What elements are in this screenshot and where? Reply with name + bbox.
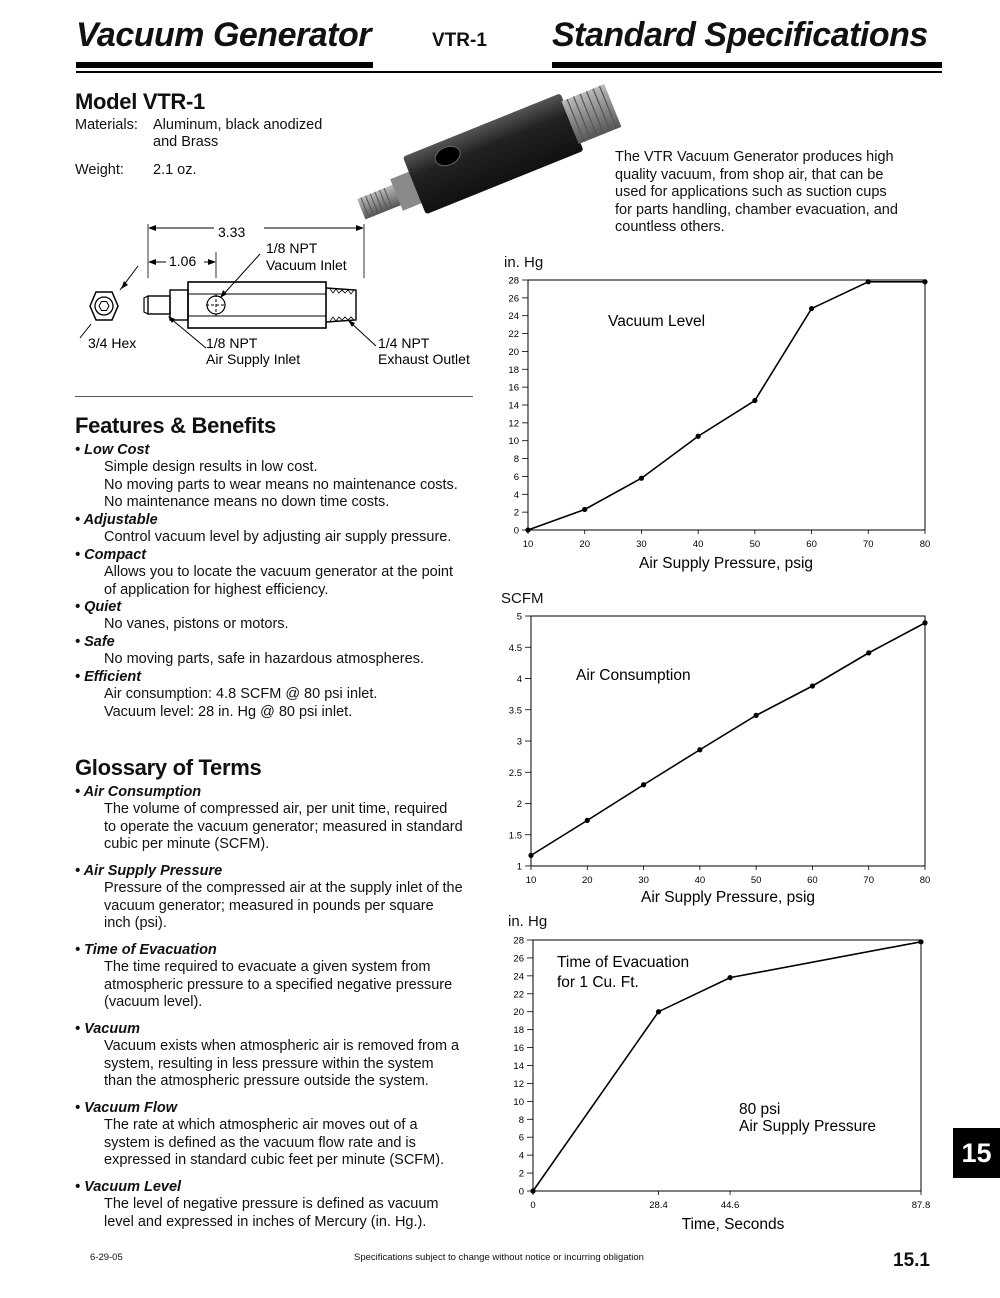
y-tick-label: 26 <box>513 953 524 965</box>
series-line <box>531 623 925 856</box>
data-point <box>918 939 923 944</box>
y-tick-label: 12 <box>513 1078 524 1090</box>
chart-annotation: Air Consumption <box>576 667 691 684</box>
data-point <box>656 1009 661 1014</box>
dimension-diagram <box>74 218 484 378</box>
x-tick-label: 40 <box>692 539 704 550</box>
header-rule-left <box>76 62 373 68</box>
section-tab: 15 <box>953 1128 1000 1178</box>
intro-line: The VTR Vacuum Generator produces high <box>615 149 894 165</box>
y-tick-label: 0 <box>518 1186 524 1198</box>
exhaust-label-2: Exhaust Outlet <box>378 351 470 367</box>
glossary-line: The level of negative pressure is defined as vacuum <box>104 1196 439 1212</box>
materials-value-1: Aluminum, black anodized <box>153 117 323 133</box>
x-tick-label: 80 <box>919 539 931 550</box>
data-point <box>530 1188 535 1193</box>
glossary-line: The volume of compressed air, per unit time, required <box>104 801 448 817</box>
y-tick-label: 14 <box>508 400 519 412</box>
x-tick-label: 30 <box>638 875 649 886</box>
feature-title: • Quiet <box>75 599 122 615</box>
x-tick-label: 50 <box>750 875 762 886</box>
glossary-term: • Vacuum Flow <box>75 1100 178 1116</box>
y-tick-label: 4 <box>513 489 519 501</box>
feature-body <box>104 651 484 669</box>
intro-line: for parts handling, chamber evacuation, and <box>615 201 898 218</box>
y-tick-label: 2.5 <box>508 767 522 779</box>
x-tick-label: 60 <box>806 539 817 550</box>
feature-line: No vanes, pistons or motors. <box>104 616 289 632</box>
glossary-line: system, resulting in less pressure within the system <box>104 1055 434 1072</box>
chart-vacuum-level <box>500 270 940 580</box>
y-tick-label: 22 <box>513 989 524 1001</box>
chart-air-consumption <box>500 606 940 914</box>
weight-label: Weight: <box>75 162 124 178</box>
air-supply-label-1: 1/8 NPT <box>206 335 258 351</box>
y-tick-label: 20 <box>508 346 519 358</box>
data-point <box>866 650 871 655</box>
data-point <box>752 398 757 403</box>
footer-disclaimer: Specifications subject to change without notice or incurring obligation <box>354 1252 644 1263</box>
header-rule-right <box>552 62 942 68</box>
y-tick-label: 14 <box>513 1061 524 1072</box>
air-supply-label-2: Air Supply Inlet <box>206 351 301 367</box>
x-tick-label: 20 <box>581 875 593 886</box>
y-tick-label: 8 <box>518 1114 524 1126</box>
feature-line: Air consumption: 4.8 SCFM @ 80 psi inlet. <box>104 686 378 702</box>
vacuum-inlet-label-2: Vacuum Inlet <box>266 257 347 273</box>
glossary-definition <box>104 1038 484 1091</box>
feature-title: • Safe <box>75 634 115 650</box>
dim-overall: 3.33 <box>218 224 246 240</box>
y-tick-label: 2 <box>513 507 519 519</box>
footer-page-number: 15.1 <box>893 1250 930 1271</box>
header-right-title: Standard Specifications <box>552 16 928 54</box>
y-tick-label: 8 <box>513 454 519 466</box>
feature-title: • Efficient <box>75 669 142 685</box>
y-tick-label: 28 <box>508 275 519 287</box>
features-heading: Features & Benefits <box>75 413 276 438</box>
intro-line: used for applications such as suction cups <box>615 184 887 200</box>
header-left-title: Vacuum Generator <box>76 16 371 54</box>
y-tick-label: 6 <box>513 471 519 483</box>
glossary-line: atmospheric pressure to a specified negative pressure <box>104 976 453 993</box>
x-tick-label: 0 <box>530 1200 536 1211</box>
data-point <box>754 713 759 718</box>
data-point <box>697 747 702 752</box>
y-tick-label: 3.5 <box>508 705 522 717</box>
intro-line: countless others. <box>615 219 725 235</box>
feature-line: No moving parts, safe in hazardous atmospheres. <box>104 651 424 667</box>
y-tick-label: 26 <box>508 293 519 305</box>
glossary-term: • Time of Evacuation <box>75 942 217 958</box>
data-point <box>922 620 927 625</box>
x-tick-label: 87.8 <box>911 1200 931 1211</box>
chart-air-ylabel: SCFM <box>501 590 544 607</box>
chart-annotation: Air Supply Pressure <box>739 1118 876 1135</box>
y-tick-label: 10 <box>508 436 519 448</box>
y-tick-label: 16 <box>513 1043 524 1055</box>
x-axis-label: Air Supply Pressure, psig <box>638 555 814 572</box>
x-tick-label: 80 <box>919 875 931 886</box>
dim-inlet: 1.06 <box>169 253 197 269</box>
chart-vacuum-ylabel: in. Hg <box>504 254 544 271</box>
feature-title: • Compact <box>75 547 147 563</box>
x-tick-label: 28.4 <box>649 1200 668 1211</box>
y-tick-label: 1 <box>516 861 522 873</box>
glossary-term: • Air Consumption <box>75 784 202 800</box>
data-point <box>582 507 587 512</box>
y-tick-label: 3 <box>516 736 522 748</box>
header-rule-full <box>76 71 942 73</box>
glossary-line: vacuum generator; measured in pounds per square <box>104 897 434 914</box>
y-tick-label: 10 <box>513 1096 524 1108</box>
glossary-definition <box>104 801 484 854</box>
y-tick-label: 18 <box>513 1025 524 1037</box>
y-tick-label: 20 <box>513 1007 524 1019</box>
x-tick-label: 70 <box>863 875 875 886</box>
weight-value: 2.1 oz. <box>153 162 197 178</box>
materials-label: Materials: <box>75 117 138 133</box>
y-tick-label: 22 <box>508 329 519 341</box>
glossary-definition <box>104 1196 484 1231</box>
chart-evacuation-time <box>500 928 940 1238</box>
glossary-line: The time required to evacuate a given system from <box>104 959 431 975</box>
feature-body <box>104 616 484 634</box>
materials-value-2: and Brass <box>153 134 219 150</box>
y-tick-label: 1.5 <box>508 830 522 842</box>
vacuum-inlet-label-1: 1/8 NPT <box>266 240 318 256</box>
x-tick-label: 50 <box>749 539 761 550</box>
x-axis-label: Air Supply Pressure, psig <box>640 889 816 906</box>
data-point <box>727 975 732 980</box>
intro-line: quality vacuum, from shop air, that can be <box>615 166 884 183</box>
y-tick-label: 0 <box>513 525 519 537</box>
glossary-line: to operate the vacuum generator; measured in standard <box>104 818 463 835</box>
chart-evac-ylabel: in. Hg <box>508 913 548 930</box>
y-tick-label: 6 <box>518 1132 524 1144</box>
y-tick-label: 24 <box>508 311 519 323</box>
y-tick-label: 28 <box>513 935 524 947</box>
glossary-heading: Glossary of Terms <box>75 755 262 780</box>
header-model-code: VTR-1 <box>432 30 487 51</box>
data-point <box>696 434 701 439</box>
x-axis-label: Time, Seconds <box>681 1216 785 1233</box>
feature-line: Allows you to locate the vacuum generator at the point <box>104 564 454 580</box>
chart-annotation: Vacuum Level <box>608 313 706 330</box>
x-tick-label: 10 <box>525 875 537 886</box>
glossary-definition <box>104 880 484 933</box>
glossary-term: • Vacuum Level <box>75 1179 182 1195</box>
glossary-line: level and expressed in inches of Mercury (in. Hg.). <box>104 1213 427 1230</box>
data-point <box>639 476 644 481</box>
feature-line: No moving parts to wear means no maintenance costs. <box>104 476 458 493</box>
x-tick-label: 20 <box>579 539 591 550</box>
y-tick-label: 24 <box>513 971 524 983</box>
feature-line: Simple design results in low cost. <box>104 459 318 475</box>
data-point <box>525 527 530 532</box>
y-tick-label: 18 <box>508 364 519 376</box>
glossary-line: expressed in standard cubic feet per minute (SCFM). <box>104 1152 445 1168</box>
y-tick-label: 2 <box>518 1168 524 1180</box>
footer-date: 6-29-05 <box>90 1252 123 1263</box>
chart-annotation: 80 psi <box>739 1101 781 1118</box>
intro-text <box>615 149 935 237</box>
x-tick-label: 30 <box>636 539 647 550</box>
chart-annotation: Time of Evacuation <box>557 954 690 971</box>
feature-body <box>104 529 484 547</box>
glossary-line: than the atmospheric pressure outside the system. <box>104 1073 429 1089</box>
x-tick-label: 10 <box>522 539 534 550</box>
y-tick-label: 4 <box>518 1150 524 1162</box>
x-tick-label: 44.6 <box>720 1200 740 1211</box>
glossary-line: The rate at which atmospheric air moves out of a <box>104 1117 418 1133</box>
model-heading: Model VTR-1 <box>75 89 205 114</box>
y-tick-label: 5 <box>516 611 522 623</box>
section-divider <box>75 396 473 397</box>
y-tick-label: 16 <box>508 382 519 394</box>
feature-body <box>104 459 484 512</box>
data-point <box>641 782 646 787</box>
x-tick-label: 60 <box>807 875 818 886</box>
glossary-line: Vacuum exists when atmospheric air is removed from a <box>104 1038 460 1054</box>
x-tick-label: 40 <box>694 875 706 886</box>
data-point <box>922 279 927 284</box>
glossary-line: (vacuum level). <box>104 994 203 1010</box>
y-tick-label: 4 <box>516 674 522 685</box>
data-point <box>585 818 590 823</box>
feature-line: Control vacuum level by adjusting air supply pressure. <box>104 529 452 545</box>
glossary-line: Pressure of the compressed air at the supply inlet of the <box>104 880 463 896</box>
chart-annotation: for 1 Cu. Ft. <box>557 974 639 991</box>
data-point <box>810 683 815 688</box>
plot-frame <box>528 280 925 530</box>
hex-label: 3/4 Hex <box>88 335 137 351</box>
series-line <box>528 282 925 530</box>
glossary-line: system is defined as the vacuum flow rate and is <box>104 1134 416 1151</box>
data-point <box>528 853 533 858</box>
glossary-term: • Vacuum <box>75 1021 140 1037</box>
feature-body <box>104 686 484 721</box>
y-tick-label: 4.5 <box>508 642 522 654</box>
product-photo <box>340 84 640 224</box>
glossary-line: cubic per minute (SCFM). <box>104 836 270 852</box>
exhaust-label-1: 1/4 NPT <box>378 335 430 351</box>
plot-frame <box>531 616 925 866</box>
y-tick-label: 2 <box>516 799 522 810</box>
data-point <box>866 279 871 284</box>
feature-title: • Adjustable <box>75 512 158 528</box>
glossary-line: inch (psi). <box>104 915 167 931</box>
feature-line: Vacuum level: 28 in. Hg @ 80 psi inlet. <box>104 703 353 720</box>
glossary-definition <box>104 1117 484 1170</box>
glossary-term: • Air Supply Pressure <box>75 863 223 879</box>
glossary-definition <box>104 959 484 1012</box>
feature-line: No maintenance means no down time costs. <box>104 494 390 510</box>
feature-line: of application for highest efficiency. <box>104 581 329 598</box>
x-tick-label: 70 <box>862 539 874 550</box>
y-tick-label: 12 <box>508 418 519 430</box>
hex-end-view <box>90 292 118 320</box>
feature-title: • Low Cost <box>75 442 150 458</box>
data-point <box>809 306 814 311</box>
feature-body <box>104 564 484 599</box>
